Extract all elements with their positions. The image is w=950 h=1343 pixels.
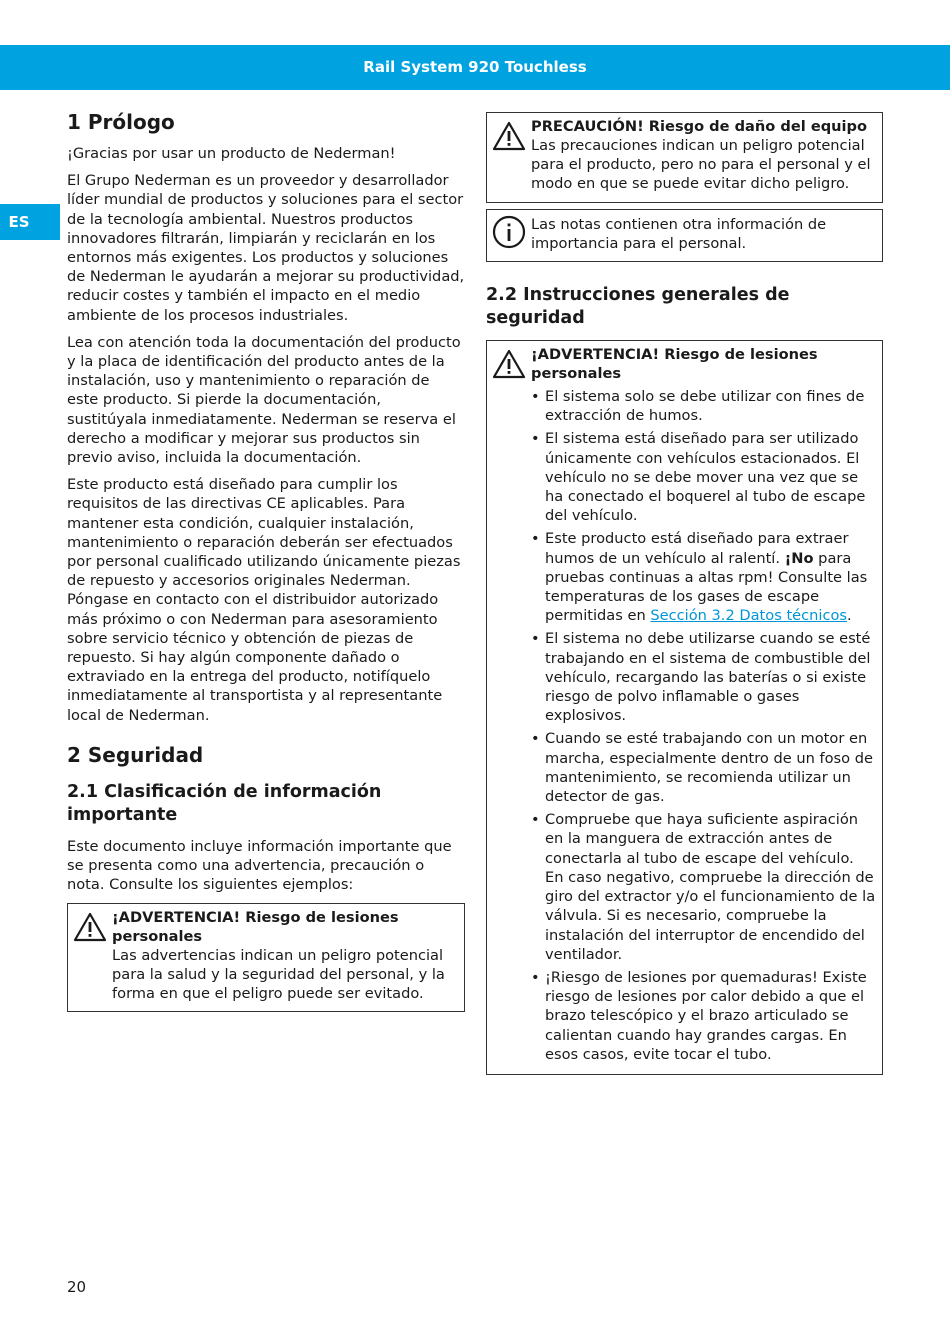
warning-triangle-icon	[73, 911, 107, 943]
note-example-box	[486, 209, 883, 262]
bullet-bold-text: ¡No	[784, 549, 814, 567]
prologue-paragraph: El Grupo Nederman es un proveedor y desarrollador líder mundial de productos y soluciones para el sector de la tecnología ambiental. Nuestros productos innovadores filtrarán, limpiarán y reciclarán en los entornos más exigentes. Los productos y soluciones de Nederman le ayudarán a mejorar su productividad, reducir costes y también el impacto en el medio ambiente de los procesos industriales.	[67, 172, 465, 324]
document-title: Rail System 920 Touchless	[363, 58, 587, 76]
list-item: • ¡Riesgo de lesiones por quemaduras! Existe riesgo de lesiones por calor debido a que el brazo telescópico y el brazo articulado se calientan cuando hay grandes cargas. En esos casos, evite tocar el tubo.	[531, 968, 876, 1064]
classification-heading: 2.1 Clasificación de información importante	[67, 781, 382, 825]
warning-text: Las advertencias indican un peligro potencial para la salud y la seguridad del personal, y la forma en que el peligro puede ser evitado.	[112, 946, 445, 1002]
prologue-heading: 1 Prólogo	[67, 110, 175, 134]
note-text: Las notas contienen otra información de importancia para el personal.	[531, 215, 827, 252]
general-safety-heading: 2.2 Instrucciones generales de seguridad	[486, 285, 790, 329]
warning-triangle-icon	[492, 348, 526, 380]
caution-triangle-icon	[492, 120, 526, 152]
right-column	[486, 112, 883, 1081]
caution-title: PRECAUCIÓN! Riesgo de daño del equipo	[531, 118, 868, 135]
page-number: 20	[67, 1278, 87, 1296]
classification-paragraph: Este documento incluye información importante que se presenta como una advertencia, precaución o nota. Consulte los siguientes ejemplos:	[67, 837, 452, 894]
list-item: • Compruebe que haya suficiente aspiración en la manguera de extracción antes de conectarla al tubo de escape del vehículo. En caso negativo, compruebe la dirección de giro del extractor y/o el funcionamiento de la válvula. Si es necesario, compruebe la instalación del interruptor de encendido del ventilador.	[531, 810, 876, 964]
list-item: • El sistema solo se debe utilizar con fines de extracción de humos.	[531, 387, 876, 425]
language-tab: ES	[0, 204, 60, 240]
warning-example-box	[67, 903, 465, 1013]
list-item: • El sistema está diseñado para ser utilizado únicamente con vehículos estacionados. El vehículo no se debe mover una vez que se ha conectado el boquerel al tubo de escape del vehículo.	[531, 429, 876, 525]
list-item: • El sistema no debe utilizarse cuando se esté trabajando en el sistema de combustible del vehículo, recargando las baterías o si existe riesgo de polvo inflamable o gases explosivos.	[531, 629, 876, 725]
warning-title: ¡ADVERTENCIA! Riesgo de lesiones personales	[112, 908, 399, 945]
bullet-text: para pruebas continuas a altas rpm! Consulte las temperaturas de los gases de escape permitidas en	[545, 549, 868, 625]
list-item: • Cuando se esté trabajando con un motor en marcha, especialmente dentro de un foso de mantenimiento, se recomienda utilizar un detector de gas.	[531, 729, 876, 806]
prologue-paragraph: Este producto está diseñado para cumplir los requisitos de las directivas CE aplicables. Para mantener esta condición, cualquier instalación, mantenimiento o reparación deberán ser efectuados por personal cualificado utilizando únicamente piezas de repuesto y accesorios originales Nederman. Póngase en contacto con el distribuidor autorizado más próximo o con Nederman para asesoramiento sobre servicio técnico y obtención de piezas de repuesto. Si hay algún componente dañado o extraviado en la entrega del producto, notifíquelo inmediatamente al transportista y al representante local de Nederman.	[67, 476, 461, 724]
document-header	[0, 45, 950, 90]
general-warning-box	[486, 340, 883, 1075]
prologue-paragraph: ¡Gracias por usar un producto de Nederman!	[67, 145, 396, 162]
bullet-text: Este producto está diseñado para extraer humos de un vehículo al ralentí.	[545, 530, 849, 567]
bullet-text: .	[847, 607, 852, 625]
general-warning-title: ¡ADVERTENCIA! Riesgo de lesiones personales	[531, 346, 818, 383]
safety-bullet-list	[531, 387, 876, 1064]
safety-heading: 2 Seguridad	[67, 742, 204, 767]
prologue-paragraph: Lea con atención toda la documentación del producto y la placa de identificación del producto antes de la instalación, uso y mantenimiento o reparación de este producto. Si pierde la documentación, sustitúyala inmediatamente. Nederman se reserva el derecho a modificar y mejorar sus productos sin previo aviso, incluida la documentación.	[67, 333, 461, 467]
technical-data-link[interactable]: Sección 3.2 Datos técnicos	[650, 607, 848, 625]
list-item	[531, 529, 876, 625]
left-column	[67, 110, 465, 1018]
caution-text: Las precauciones indican un peligro potencial para el producto, pero no para el personal y el modo en que se puede evitar dicho peligro.	[531, 137, 871, 193]
caution-example-box	[486, 112, 883, 203]
info-circle-icon	[492, 215, 526, 249]
